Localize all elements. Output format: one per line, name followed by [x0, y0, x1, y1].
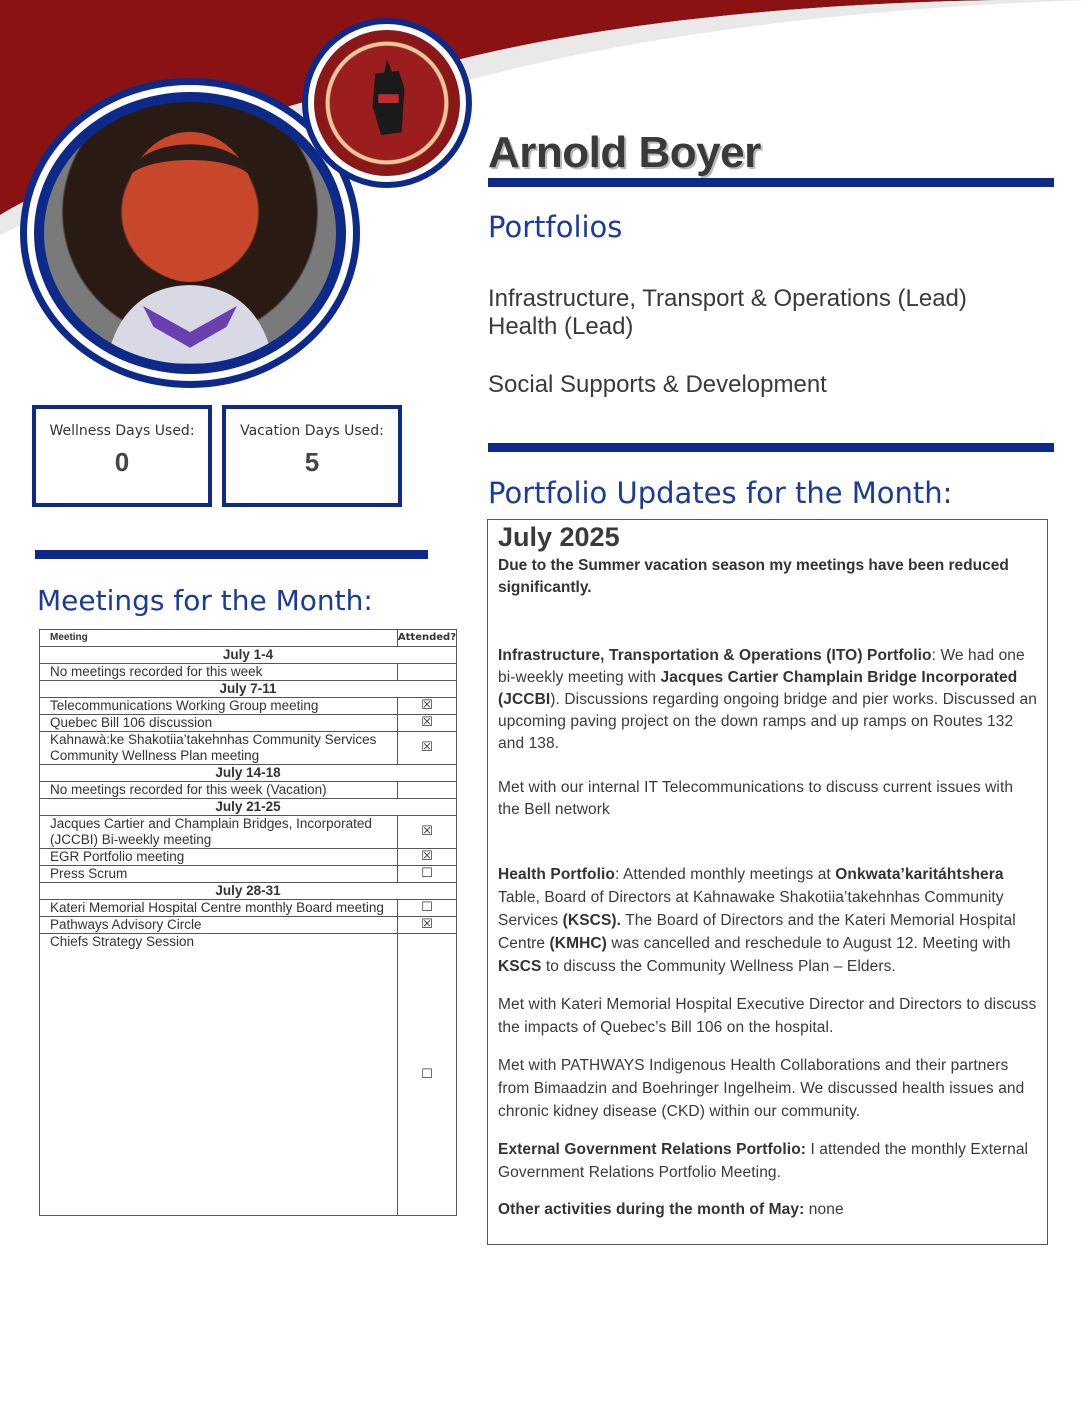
- attended-checkbox[interactable]: ☒: [397, 816, 456, 849]
- kscs-acronym: KSCS: [498, 958, 542, 975]
- attended-checkbox[interactable]: ☒: [397, 917, 456, 934]
- health-text: The Board of Directors and the Kateri Memorial Hospital Centre: [498, 912, 1016, 952]
- portfolios-heading: Portfolios: [488, 210, 623, 244]
- egr-label: External Government Relations Portfolio:: [498, 1141, 807, 1158]
- ito-text: : We had one bi-weekly meeting with: [498, 647, 1025, 686]
- week-row: [40, 883, 457, 900]
- jccbi-name: Jacques Cartier Champlain Bridge Incorporated (JCCBI: [498, 669, 1018, 708]
- portfolio-item: Health (Lead): [488, 313, 634, 340]
- vacation-days-box: [222, 405, 402, 507]
- week-label: July 7-11: [40, 681, 457, 698]
- health-text: to discuss the Community Wellness Plan – Elders.: [541, 958, 896, 975]
- it-paragraph: Met with our internal IT Telecommunications to discuss current issues with the Bell network: [498, 779, 1014, 818]
- pathways-paragraph: Met with PATHWAYS Indigenous Health Collaborations and their partners from Bimaadzin and Boehringer Ingelheim. We discussed health issues and chronic kidney disease (CKD) within our community.: [498, 1057, 1025, 1120]
- attended-checkbox[interactable]: [397, 664, 456, 681]
- meeting-name: Press Scrum: [40, 866, 398, 883]
- table-row: [40, 698, 457, 715]
- meetings-heading: Meetings for the Month:: [37, 584, 373, 617]
- councillor-name: Arnold Boyer: [488, 128, 761, 177]
- meeting-name: Telecommunications Working Group meeting: [40, 698, 398, 715]
- ito-label: Infrastructure, Transportation & Operations (ITO) Portfolio: [498, 647, 932, 664]
- updates-month: July 2025: [498, 522, 620, 552]
- kscs-acronym: (KSCS).: [562, 912, 622, 929]
- meeting-name: Kateri Memorial Hospital Centre monthly Board meeting: [40, 900, 398, 917]
- updates-intro: Due to the Summer vacation season my meetings have been reduced significantly.: [498, 557, 1009, 596]
- week-row: [40, 799, 457, 816]
- portfolios-divider: [488, 443, 1054, 452]
- meetings-table: [39, 629, 457, 1216]
- table-row: [40, 715, 457, 732]
- attended-checkbox[interactable]: ☐: [397, 934, 456, 1216]
- attended-checkbox[interactable]: ☐: [397, 900, 456, 917]
- ito-text: ). Discussions regarding ongoing bridge and pier works. Discussed an upcoming paving project on the down ramps and up ramps on Routes 132 and 138.: [498, 691, 1037, 752]
- attended-checkbox[interactable]: ☒: [397, 715, 456, 732]
- other-paragraph: [498, 1199, 1037, 1221]
- week-row: [40, 765, 457, 782]
- other-text: none: [804, 1201, 844, 1218]
- meeting-name: EGR Portfolio meeting: [40, 849, 398, 866]
- table-row: [40, 866, 457, 883]
- week-row: [40, 681, 457, 698]
- updates-heading: Portfolio Updates for the Month:: [488, 476, 953, 510]
- meeting-name: Chiefs Strategy Session: [40, 934, 398, 1216]
- wellness-days-value: 0: [114, 447, 130, 477]
- table-row: [40, 782, 457, 799]
- attended-checkbox[interactable]: ☒: [397, 849, 456, 866]
- week-label: July 21-25: [40, 799, 457, 816]
- table-header-row: [40, 630, 457, 647]
- vacation-days-value: 5: [304, 447, 320, 477]
- attended-checkbox[interactable]: ☒: [397, 732, 456, 765]
- egr-text: I attended the monthly External Government Relations Portfolio Meeting.: [498, 1141, 1029, 1181]
- week-row: [40, 647, 457, 664]
- meetings-divider: [35, 550, 428, 559]
- table-row: [40, 934, 457, 1216]
- council-seal-frame: [302, 18, 472, 188]
- week-label: July 1-4: [40, 647, 457, 664]
- wellness-days-label: Wellness Days Used:: [49, 423, 195, 439]
- week-label: July 28-31: [40, 883, 457, 900]
- attended-checkbox[interactable]: ☐: [397, 866, 456, 883]
- meeting-name: No meetings recorded for this week (Vacation): [40, 782, 398, 799]
- egr-paragraph: [498, 1138, 1037, 1184]
- attended-checkbox[interactable]: [397, 782, 456, 799]
- wellness-days-box: [32, 405, 212, 507]
- meeting-name: Pathways Advisory Circle: [40, 917, 398, 934]
- table-row: [40, 849, 457, 866]
- week-label: July 14-18: [40, 765, 457, 782]
- table-row: [40, 917, 457, 934]
- col-meeting-header: Meeting: [40, 630, 398, 647]
- health-paragraph: [498, 863, 1037, 978]
- meeting-name: Quebec Bill 106 discussion: [40, 715, 398, 732]
- table-row: [40, 664, 457, 681]
- portfolio-item: Social Supports & Development: [488, 371, 827, 398]
- health-text: was cancelled and reschedule to August 12. Meeting with: [606, 935, 1011, 952]
- name-divider: [488, 178, 1054, 187]
- meeting-name: Kahnawà:ke Shakotiia’takehnhas Community Services Community Wellness Plan meeting: [40, 732, 398, 765]
- health-text: Table, Board of Directors at Kahnawake Shakotiia’takehnhas Community Services: [498, 889, 1004, 929]
- col-attended-header: Attended?: [397, 630, 456, 647]
- kateri-paragraph: Met with Kateri Memorial Hospital Executive Director and Directors to discuss the impacts of Quebec’s Bill 106 on the hospital.: [498, 996, 1037, 1036]
- ito-paragraph: [498, 645, 1037, 755]
- table-row: [40, 816, 457, 849]
- other-label: Other activities during the month of May:: [498, 1201, 805, 1218]
- health-text: : Attended monthly meetings at: [615, 866, 836, 883]
- table-row: [40, 900, 457, 917]
- health-label: Health Portfolio: [498, 866, 615, 883]
- meeting-name: Jacques Cartier and Champlain Bridges, Incorporated (JCCBI) Bi-weekly meeting: [40, 816, 398, 849]
- table-row: [40, 732, 457, 765]
- kmhc-acronym: (KMHC): [549, 935, 607, 952]
- profile-photo: [44, 102, 336, 364]
- updates-box: [487, 519, 1048, 1245]
- attended-checkbox[interactable]: ☒: [397, 698, 456, 715]
- onkwata-name: Onkwata’karitáhtshera: [835, 866, 1004, 883]
- meeting-name: No meetings recorded for this week: [40, 664, 398, 681]
- portfolio-item: Infrastructure, Transport & Operations (Lead): [488, 285, 967, 312]
- vacation-days-label: Vacation Days Used:: [240, 423, 384, 439]
- council-seal: [314, 30, 460, 176]
